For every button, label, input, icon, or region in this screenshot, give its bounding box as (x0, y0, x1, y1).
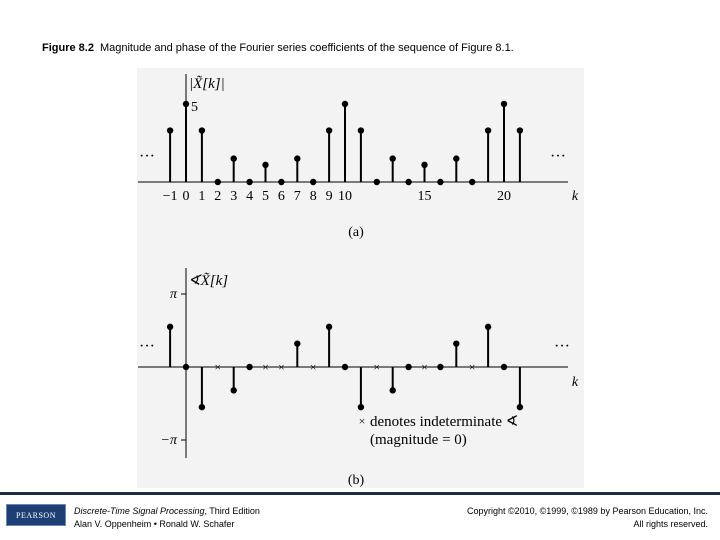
publisher-logo-text: PEARSON (16, 510, 56, 520)
x-axis-label: k (571, 375, 579, 390)
stem-point (358, 404, 364, 410)
x-tick-label: 7 (293, 189, 301, 204)
copyright (467, 505, 708, 531)
stem-point (358, 127, 364, 133)
stem-point (437, 179, 443, 185)
y-tick-label: π (169, 287, 177, 302)
indeterminate-marker: × (468, 360, 476, 374)
y-tick-label: −π (160, 433, 177, 448)
stem-point (517, 404, 523, 410)
footer (0, 492, 720, 540)
indeterminate-marker: × (309, 360, 317, 374)
stem-point (167, 324, 173, 330)
book-authors: Alan V. Oppenheim • Ronald W. Schafer (74, 519, 235, 529)
x-tick-label: 3 (230, 189, 238, 204)
panel-label: (a) (348, 225, 364, 240)
y-tick-label: 5 (191, 100, 198, 115)
indeterminate-marker: × (262, 360, 269, 374)
stem-point (199, 404, 205, 410)
x-tick-label: 15 (417, 189, 432, 204)
x-tick-label: 6 (277, 189, 285, 204)
y-axis-label: ∢X̃[k] (188, 273, 229, 289)
ellipsis-left: ··· (139, 338, 155, 355)
book-info (74, 505, 260, 531)
x-tick-label: −1 (162, 189, 178, 204)
stem-point (231, 387, 237, 393)
ellipsis-right: ··· (550, 148, 566, 165)
footer-rule (0, 492, 720, 495)
stem-point (485, 127, 491, 133)
stem-point (278, 179, 284, 185)
x-tick-label: 1 (198, 189, 206, 204)
stem-point (167, 127, 173, 133)
ellipsis-left: ··· (139, 148, 155, 165)
stem-point (326, 127, 332, 133)
stem-point (421, 162, 427, 168)
figure-label: Figure 8.2 (42, 42, 94, 54)
ellipsis-right: ··· (554, 338, 570, 355)
stem-point (246, 364, 252, 370)
indeterminate-marker: × (214, 360, 222, 374)
stem-point (310, 179, 316, 185)
copyright-line-2: All rights reserved. (633, 519, 708, 529)
copyright-line-1: Copyright ©2010, ©1999, ©1989 by Pearson Education, Inc. (466, 506, 708, 516)
x-tick-label: 0 (182, 189, 190, 204)
stem-point (342, 101, 348, 107)
stem-point (183, 364, 189, 370)
stem-point (501, 364, 507, 370)
stem-point (390, 387, 396, 393)
figure-caption-text: Magnitude and phase of the Fourier series coefficients of the sequence of Figure 8.1. (99, 42, 514, 54)
stem-point (246, 179, 252, 185)
legend-marker: × (358, 414, 366, 428)
stem-point (501, 101, 507, 107)
stem-point (374, 179, 380, 185)
stem-point (294, 340, 300, 346)
stem-point (199, 127, 205, 133)
stem-point (262, 162, 268, 168)
stem-point (294, 155, 300, 161)
stem-point (183, 101, 189, 107)
stem-point (517, 127, 523, 133)
publisher-logo (6, 504, 66, 526)
stem-point (405, 179, 411, 185)
stem-point (342, 364, 348, 370)
x-tick-label: 2 (214, 189, 222, 204)
stem-point (453, 340, 459, 346)
annotation-line-2: (magnitude = 0) (370, 432, 467, 448)
x-tick-label: 10 (338, 189, 352, 204)
stem-point (453, 155, 459, 161)
stem-point (485, 324, 491, 330)
stem-point (326, 324, 332, 330)
y-axis-label: |X̃[k]| (189, 76, 225, 92)
book-title: Discrete-Time Signal Processing (74, 506, 205, 516)
indeterminate-marker: × (278, 360, 285, 374)
indeterminate-marker: × (373, 360, 381, 374)
x-tick-label: 5 (262, 189, 269, 204)
stem-point (231, 155, 237, 161)
x-tick-label: 20 (497, 189, 511, 204)
indeterminate-marker: × (421, 360, 428, 374)
x-tick-label: 8 (309, 189, 317, 204)
stem-point (469, 179, 475, 185)
x-tick-label: 4 (246, 189, 254, 204)
panel-label: (b) (347, 473, 365, 488)
stem-point (437, 364, 443, 370)
stem-point (390, 155, 396, 161)
stem-point (405, 364, 411, 370)
annotation-line-1: denotes indeterminate ∢ (370, 414, 519, 430)
stem-point (215, 179, 221, 185)
x-axis-label: k (571, 189, 579, 204)
x-tick-label: 9 (325, 189, 333, 204)
book-edition: , Third Edition (204, 506, 260, 516)
